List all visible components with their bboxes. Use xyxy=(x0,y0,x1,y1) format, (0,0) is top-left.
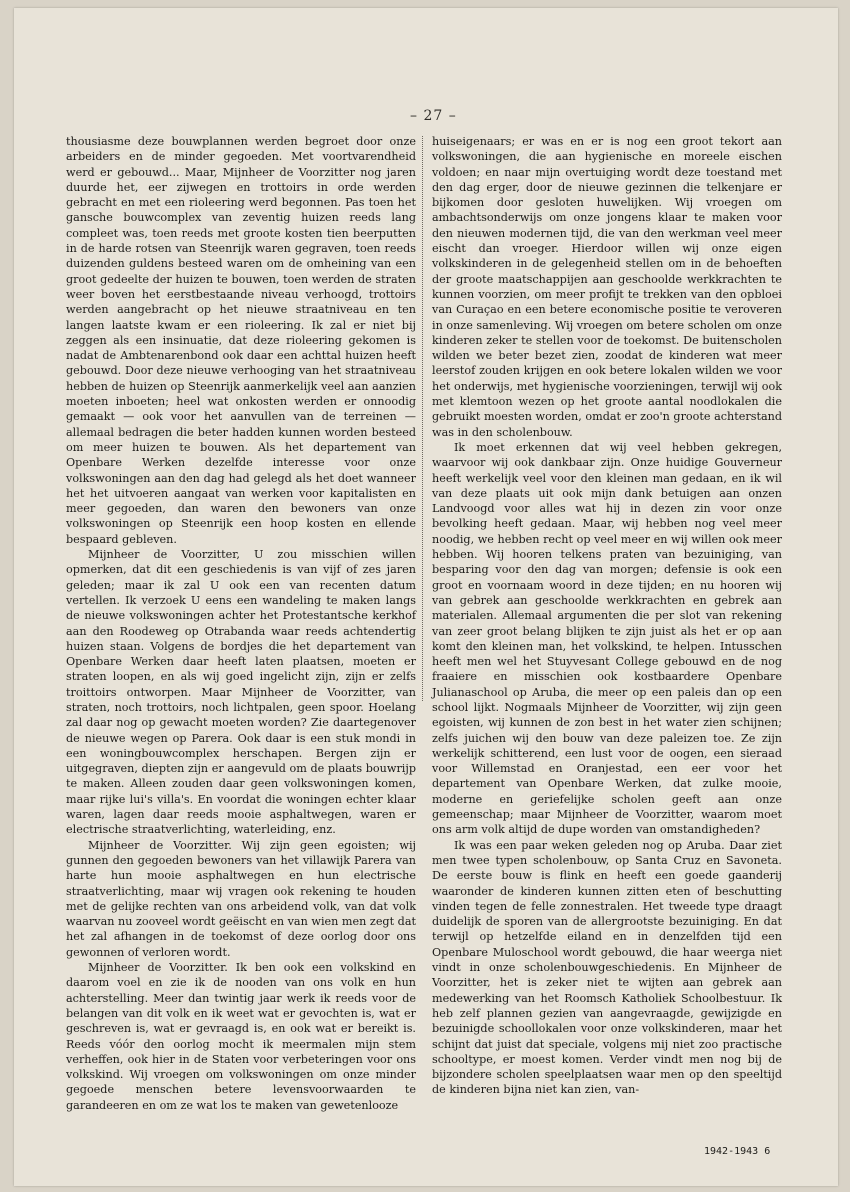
paragraph: Ik moet erkennen dat wij veel hebben gekregen, waarvoor wij ook dankbaar zijn. Onze huidige Gouverneur heeft werkelijk veel voor den kleinen man gedaan, en ik wil van deze plaats uit ook mijn dank betuigen aan onzen Landvoogd voor alles wat hij in dezen zin voor onze bevolking heeft gedaan. Maar, wij hebben nog veel meer noodig, we hebben recht op veel meer en wij willen ook meer hebben. Wij hooren telkens praten van bezuiniging, van besparing voor den dag van morgen; defensie is ook een groot en voornaam woord in deze tijden; en nu hooren wij van gebrek aan geschoolde werkkrachten en gebrek aan materialen. Allemaal argumenten die per slot van rekening van zeer groot belang blijken te zijn juist als het er op aan komt den kleinen man, het volkskind, te helpen. Intusschen heeft men wel het Stuyvesant College gebouwd en de nog fraaiere en misschien ook kostbaardere Openbare Julianaschool op Aruba, die meer op een paleis dan op een school lijkt. Nogmaals Mijnheer de Voorzitter, wij zijn geen egoisten, wij kunnen de zon best in het water zien schijnen; zelfs juichen wij den bouw van deze paleizen toe. Ze zijn werkelijk schitterend, een lust voor de oogen, een sieraad voor Willemstad en Oranjestad, een eer voor het departement van Openbare Werken, dat zulke mooie, moderne en geriefelijke scholen geeft aan onze gemeenschap; maar Mijnheer de Voorzitter, waarom moet ons arm volk altijd de dupe worden van omstandigheden? xyxy=(432,440,782,837)
document-page xyxy=(14,8,838,1186)
paragraph: Ik was een paar weken geleden nog op Aruba. Daar ziet men twee typen scholenbouw, op Santa Cruz en Savoneta. De eerste bouw is flink en heeft een goede gaanderij waaronder de kinderen kunnen zitten eten of beschutting vinden tegen de felle zonnestralen. Het tweede type draagt duidelijk de sporen van de allergrootste bezuiniging. En dat terwijl op hetzelfde eiland en in denzelfden tijd een Openbare Muloschool wordt gebouwd, die haar weerga niet vindt in onze scholenbouwgeschiedenis. En Mijnheer de Voorzitter, het is zeker niet te wijten aan gebrek aan medewerking van het Roomsch Katholiek Schoolbestuur. Ik heb zelf plannen gezien van aangevraagde, gewijzigde en bezuinigde schoollokalen voor onze volkskinderen, maar het schijnt dat juist dat speciale, volgens mij niet zoo practische schooltype, er moest komen. Verder vindt men nog bij de bijzondere scholen speelplaatsen waar men op den speeltijd de kinderen bijna niet kan zien, van- xyxy=(432,838,782,1097)
left-column xyxy=(66,134,416,1113)
archive-reference-number: 1942-1943 6 xyxy=(704,1146,771,1157)
paragraph: Mijnheer de Voorzitter, U zou misschien willen opmerken, dat dit een geschiedenis is van vijf of zes jaren geleden; maar ik zal U ook een van recenten datum vertellen. Ik verzoek U eens een wandeling te maken langs de nieuwe volkswoningen achter het Protestantsche kerkhof aan den Roodeweg op Otrabanda waar reeds achtendertig huizen staan. Volgens de bordjes die het departement van Openbare Werken daar heeft laten plaatsen, moeten er straten loopen, en als wij goed ingelicht zijn, zijn er zelfs troittoirs ontworpen. Maar Mijnheer de Voorzitter, van straten, noch trottoirs, noch lichtpalen, geen spoor. Hoelang zal daar nog op gewacht moeten worden? Zie daartegenover de nieuwe wegen op Parera. Ook daar is een stuk mondi in een woningbouwcomplex herschapen. Bergen zijn er uitgegraven, diepten zijn er aangevuld om de plaats bouwrijp te maken. Alleen zouden daar geen volkswoningen komen, maar rijke lui's villa's. En voordat die woningen echter klaar waren, lagen daar reeds mooie asphaltwegen, waren er electrische straatverlichting, waterleiding, enz. xyxy=(66,548,416,837)
page-number: – 27 – xyxy=(410,108,457,124)
paragraph: Mijnheer de Voorzitter. Wij zijn geen egoisten; wij gunnen den gegoeden bewoners van het villawijk Parera van harte hun mooie asphaltwegen en hun electrische straatverlichting, maar wij vragen ook rekening te houden met de gelijke rechten van ons arbeidend volk, van dat volk waarvan nu zooveel wordt geëischt en van wien men zegt dat het zal afhangen in de toekomst of deze oorlog door ons gewonnen of verloren wordt. xyxy=(66,838,416,959)
column-divider xyxy=(422,136,423,701)
right-column xyxy=(432,134,782,1098)
paragraph: thousiasme deze bouwplannen werden begroet door onze arbeiders en de minder gegoeden. Met voortvarendheid werd er gebouwd... Maar, Mijnheer de Voorzitter nog jaren duurde het, eer zijwegen en trottoirs in orde werden gebracht en met een rioleering werd begonnen. Pas toen het gansche bouwcomplex van zeventig huizen reeds lang compleet was, toen reeds met groote kosten tien beerputten in de harde rotsen van Steenrijk waren gegraven, toen reeds duizenden guldens besteed waren om de omheining van een groot gedeelte der huizen te bouwen, toen werden de straten weer boven het eerstbestaande niveau verhoogd, trottoirs werden aangebracht op het nieuwe straatniveau en ten langen laatste kwam er een rioleering. Ik zal er niet bij zeggen als een insinuatie, dat deze rioleering gekomen is nadat de Ambtenarenbond ook daar een achttal huizen heeft gebouwd. Door deze nieuwe verhooging van het straatniveau hebben de huizen op Steenrijk aanmerkelijk veel aan aanzien moeten inboeten; heel wat onkosten werden er onnoodig gemaakt — ook voor het aanvullen van de terreinen — allemaal bedragen die beter hadden kunnen worden besteed om meer huizen te bouwen. Als het departement van Openbare Werken dezelfde interesse voor onze volkswoningen aan den dag had gelegd als het doet wanneer het het uitvoeren aangaat van werken voor kapitalisten en meer gegoeden, dan waren den bewoners van onze volkswoningen op Steenrijk een hoop kosten en ellende bespaard gebleven. xyxy=(66,135,416,546)
paragraph: huiseigenaars; er was en er is nog een groot tekort aan volkswoningen, die aan hygienische en moreele eischen voldoen; en naar mijn overtuiging wordt deze toestand met den dag erger, door de nieuwe gezinnen die telkenjare er bijkomen door gesloten huwelijken. Wij vroegen om ambachtsonderwijs om onze jongens klaar te maken voor den nieuwen modernen tijd, die van den werkman veel meer eischt dan vroeger. Hierdoor willen wij onze eigen volkskinderen in de gelegenheid stellen om in de behoeften der groote maatschappijen aan geschoolde werkkrachten te kunnen voorzien, om meer profijt te trekken van den opbloei van Curaçao en een betere economische positie te veroveren in onze samenleving. Wij vroegen om betere scholen om onze kinderen zeker te stellen voor de toekomst. De buitenscholen wilden we beter bezet zien, zoodat de kinderen wat meer leerstof zouden krijgen en ook betere lokalen wilden we voor het onderwijs, met hygienische voorzieningen, terwijl wij ook met klemtoon wezen op het groote aantal noodlokalen die gebruikt moesten worden, omdat er zoo'n groote achterstand was in den scholenbouw. xyxy=(432,135,782,439)
paragraph: Mijnheer de Voorzitter. Ik ben ook een volkskind en daarom voel en zie ik de nooden van ons volk en hun achterstelling. Meer dan twintig jaar werk ik reeds voor de belangen van dit volk en ik weet wat er gevochten is, wat er geschreven is, wat er gevraagd is, en ook wat er bereikt is. Reeds vóór den oorlog mocht ik meermalen mijn stem verheffen, ook hier in de Staten voor verbeteringen voor ons volkskind. Wij vroegen om volkswoningen om onze minder gegoede menschen betere levensvoorwaarden te garandeeren en om ze wat los te maken van gewetenlooze xyxy=(66,961,416,1112)
